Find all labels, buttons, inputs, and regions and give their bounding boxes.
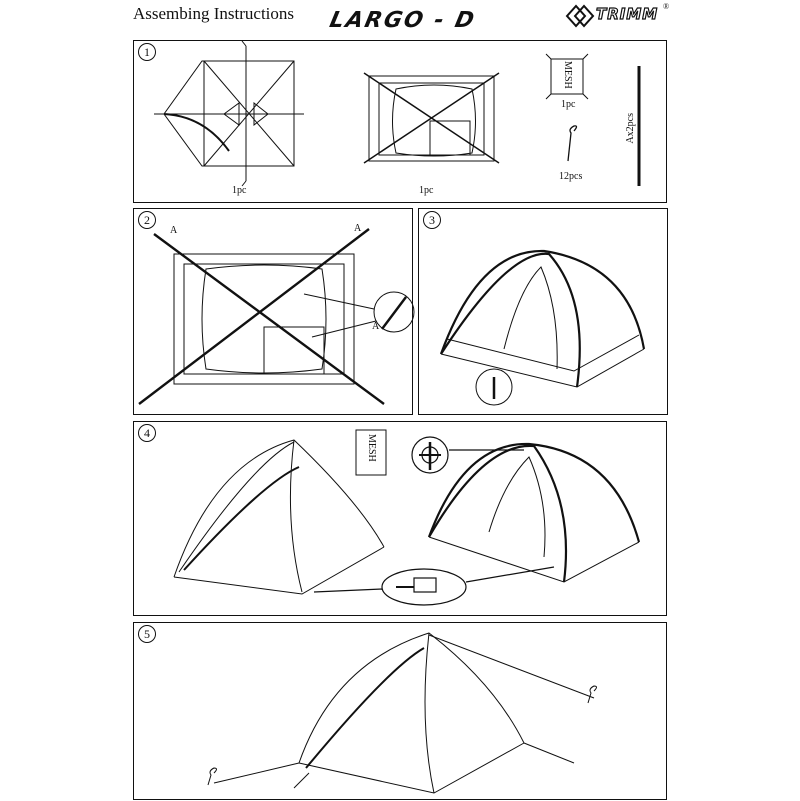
model-name: LARGO - D xyxy=(327,8,479,33)
buckle-icon xyxy=(134,422,668,617)
step-number: 2 xyxy=(138,211,156,229)
step-5-panel xyxy=(133,622,667,800)
poles-quantity: Ax2pcs xyxy=(625,113,636,144)
brand-name: TRIMM xyxy=(596,5,659,23)
flysheet-tent-icon xyxy=(134,623,668,801)
step-4-panel xyxy=(133,421,667,616)
pole-icon xyxy=(134,41,668,204)
dome-tent-icon xyxy=(419,209,669,416)
mesh-bag-label: MESH xyxy=(366,434,377,462)
flysheet-quantity: 1pc xyxy=(232,185,247,196)
mesh-bag-label: MESH xyxy=(562,61,573,89)
pegs-quantity: 12pcs xyxy=(559,171,583,182)
step-2-panel xyxy=(133,208,413,415)
inner-tent-icon xyxy=(134,209,414,416)
page-title: Assembing Instructions xyxy=(133,4,295,23)
step-number: 1 xyxy=(138,43,156,61)
step-3-panel xyxy=(418,208,668,415)
pole-a-detail-label: A xyxy=(372,321,380,332)
brand-registered-mark: ® xyxy=(663,2,670,11)
pole-a-left-label: A xyxy=(170,225,178,236)
mesh-bag-quantity: 1pc xyxy=(561,99,576,110)
step-number: 4 xyxy=(138,424,156,442)
step-number: 3 xyxy=(423,211,441,229)
pole-a-right-label: A xyxy=(354,223,362,234)
step-1-panel xyxy=(133,40,667,203)
step-number: 5 xyxy=(138,625,156,643)
inner-tent-quantity: 1pc xyxy=(419,185,434,196)
